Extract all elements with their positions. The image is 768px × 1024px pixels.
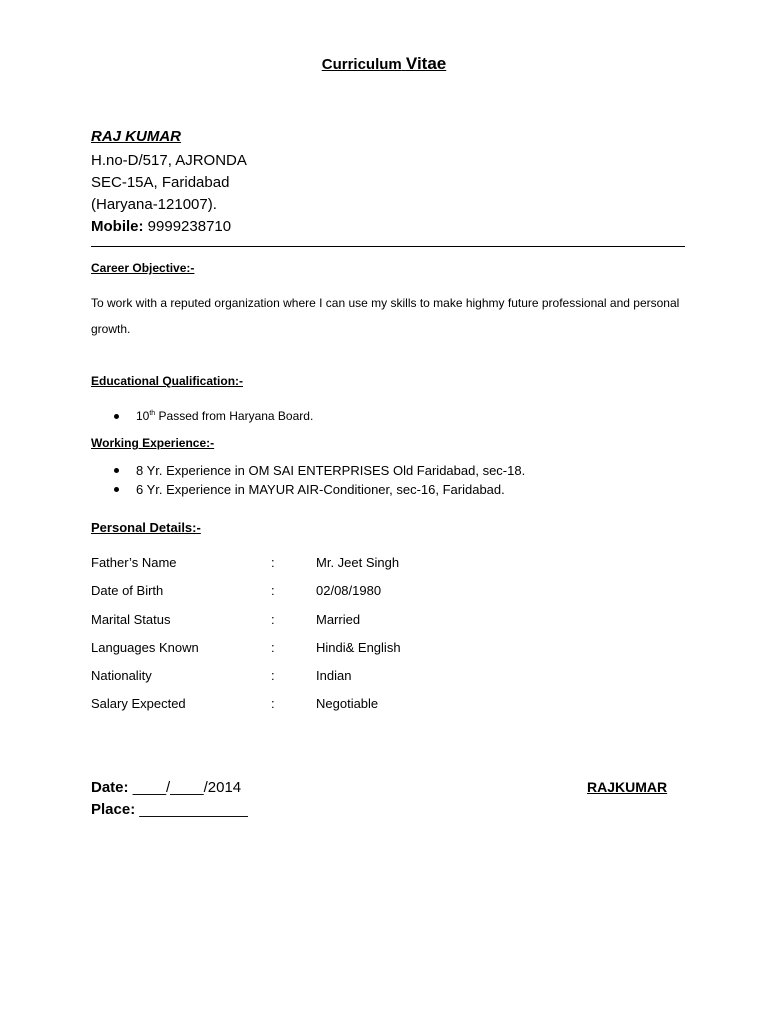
detail-separator: : [271, 639, 275, 655]
detail-value: Indian [316, 668, 352, 684]
date-value: ____/____/2014 [132, 779, 242, 796]
address-line-3: (Haryana-121007). [91, 196, 217, 213]
detail-separator: : [271, 611, 275, 627]
mobile-label: Mobile: [91, 218, 144, 235]
list-item [110, 407, 313, 426]
detail-value: Married [316, 611, 361, 627]
detail-value: 02/08/1980 [316, 583, 382, 599]
detail-separator: : [271, 668, 275, 684]
personal-details-heading: Personal Details:- [91, 520, 201, 535]
document-title [0, 54, 768, 74]
signature-name: RAJKUMAR [587, 779, 668, 795]
mobile-value: 9999238710 [147, 218, 232, 235]
header-divider [91, 246, 685, 247]
mobile-line [91, 217, 231, 236]
career-objective-heading: Career Objective:- [91, 261, 195, 275]
detail-label: Marital Status [91, 611, 171, 627]
detail-label: Nationality [91, 668, 152, 684]
date-label: Date: [91, 779, 129, 796]
detail-value: Hindi& English [316, 639, 401, 655]
education-item-sup: th [149, 410, 156, 417]
detail-label: Father’s Name [91, 555, 177, 570]
place-value: _____________ [139, 801, 248, 818]
detail-separator: : [271, 583, 275, 599]
detail-separator: : [271, 555, 275, 570]
detail-label: Languages Known [91, 639, 199, 655]
experience-heading: Working Experience:- [91, 436, 215, 450]
address-line-1: H.no-D/517, AJRONDA [91, 152, 247, 169]
detail-label: Date of Birth [91, 583, 164, 599]
education-list [110, 407, 313, 426]
list-item: 6 Yr. Experience in MAYUR AIR-Conditioner, sec-16, Faridabad. [110, 480, 525, 499]
career-objective-text: To work with a reputed organization where I can use my skills to make highmy future professional and personal growth. [91, 296, 680, 336]
detail-separator: : [271, 696, 275, 712]
detail-value: Mr. Jeet Singh [316, 555, 400, 570]
list-item: 8 Yr. Experience in OM SAI ENTERPRISES Old Faridabad, sec-18. [110, 461, 525, 480]
title-word-curriculum: Curriculum [321, 56, 402, 73]
education-heading: Educational Qualification:- [91, 374, 244, 388]
candidate-name: RAJ KUMAR [91, 128, 181, 145]
education-item-rest: Passed from Haryana Board. [155, 409, 314, 423]
detail-label: Salary Expected [91, 696, 186, 712]
date-line [91, 779, 241, 796]
place-label: Place: [91, 801, 136, 818]
education-item-prefix: 10 [136, 409, 150, 423]
detail-value: Negotiable [316, 696, 379, 712]
experience-list [110, 461, 525, 499]
address-line-2: SEC-15A, Faridabad [91, 174, 230, 191]
title-word-vitae: Vitae [405, 54, 447, 73]
place-line [91, 801, 248, 818]
